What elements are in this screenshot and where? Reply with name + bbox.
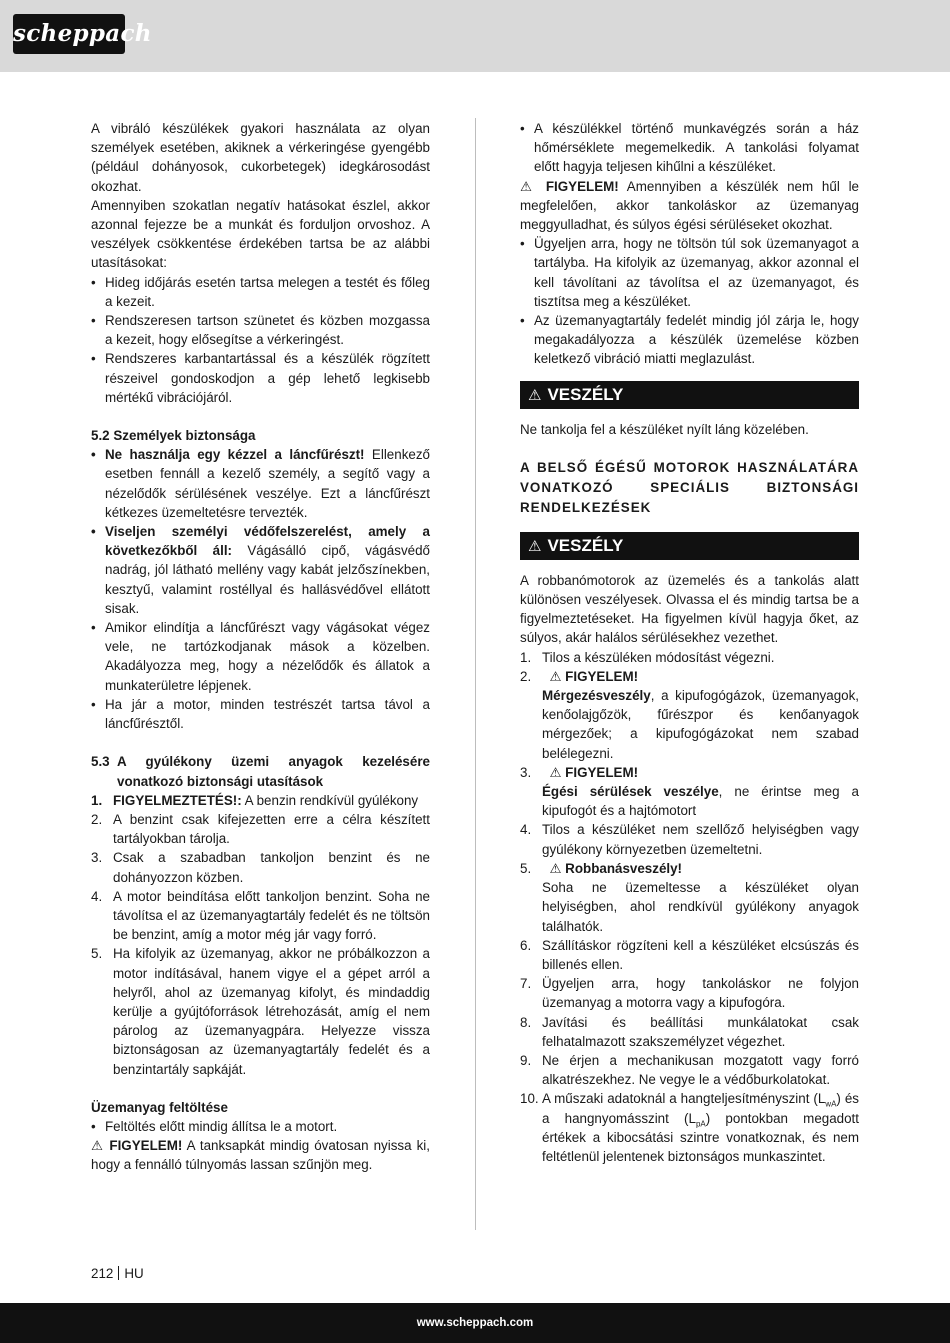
list-item: 8. Javítási és beállítási munkálatokat csak felhatalmazott szakszemélyzet végezhet. bbox=[520, 1014, 859, 1049]
list-item: 9. Ne érjen a mechanikusan mozgatott vagy forró alkatrészekhez. Ne vegye le a védőburkolatokat. bbox=[520, 1052, 859, 1088]
warning-triangle-icon: ⚠ bbox=[542, 860, 566, 876]
list-item: • Ügyeljen arra, hogy ne töltsön túl sok üzemanyagot a tartályba. Ha kifolyik az üzemanyag, akkor azonnal el kell távolítani az távolítsa el az üzemanyagot, és tisztítsa meg a készüléket. bbox=[520, 236, 859, 309]
website-link[interactable]: www.scheppach.com bbox=[416, 1317, 534, 1329]
special-safety-heading: A BELSŐ ÉGÉSŰ MOTOROK HASZNÁLATÁRA VONATKOZÓ SPECIÁLIS BIZTONSÁGI RENDELKEZÉSEK bbox=[520, 459, 859, 515]
list-item: 2. A benzint csak kifejezetten erre a célra készített tartályokban tárolja. bbox=[91, 811, 430, 847]
intro-paragraph-2: Amennyiben szokatlan negatív hatásokat észlel, akkor azonnal fejezze be a munkát és forduljon orvoshoz. A veszélyek csökkentése érdekében tartsa be az alábbi utasításokat: bbox=[91, 197, 430, 271]
right-column bbox=[520, 119, 859, 1166]
warning-triangle-icon: ⚠ bbox=[528, 537, 542, 555]
list-item: 6. Szállításkor rögzíteni kell a készüléket elcsúszás és billenés ellen. bbox=[520, 937, 859, 972]
list-item: • Rendszeresen tartson szünetet és közben mozgassa a kezeit, hogy elősegítse a vérkeringést. bbox=[91, 313, 430, 348]
list-item: • Viseljen személyi védőfelszerelést, amely a következőkből áll: Vágásálló cipő, vágásvédő nadrág, jól látható mellény vagy kabát jelzőszínekben, kesztyű, valamint rostéllyal és hallásvédővel ellátott sisak. bbox=[91, 524, 430, 616]
list-item: 1. Tilos a készüléken módosítást végezni. bbox=[520, 649, 775, 665]
list-item: 1. FIGYELMEZTETÉS!: A benzin rendkívül gyúlékony bbox=[91, 792, 419, 808]
header-band bbox=[0, 0, 950, 72]
list-item: • Rendszeres karbantartással és a készülék rögzített részeivel gondoskodjon a gép lehető legkisebb mértékű vibrációjáról. bbox=[91, 351, 430, 405]
list-item: 3. Csak a szabadban tankoljon benzint és ne dohányozzon közben. bbox=[91, 850, 430, 885]
list-item: • Ne használja egy kézzel a láncfűrészt! Ellenkező esetben fennáll a kezelő személy, a segítő vagy a nézelődők sérülésének veszélye. Ezt a láncfűrészt kétkezes üzemeltetésre tervezték. bbox=[91, 447, 430, 520]
list-item: • Amikor elindítja a láncfűrészt vagy vágásokat végez vele, ne tartózkodjanak mások a közelben. Akadályozza meg, hogy a nézelődők és állatok a munkaterületre lépjenek. bbox=[91, 620, 430, 693]
list-item: 5. ⚠ Robbanásveszély! Soha ne üzemeltesse a készüléket olyan helyiségben, ahol rendkívül gyúlékony anyagok találhatók. bbox=[520, 860, 859, 934]
fuel-warning: ⚠ FIGYELEM! A tanksapkát mindig óvatosan nyissa ki, hogy a fennálló túlnyomás lassan szűnjön meg. bbox=[91, 1138, 430, 1173]
intro-paragraph-1: A vibráló készülékek gyakori használata az olyan személyek esetében, akiknek a vérkeringése gyengébb (például dohányosok, cukorbetegek) idegkárosodást okozhat. bbox=[91, 121, 430, 194]
list-item: 5. Ha kifolyik az üzemanyag, akkor ne próbálkozzon a motor indításával, hanem vigye el a gépet arról a helyről, ahol az üzemanyag kifolyt, és mindaddig kerülje a gyújtóforrások létrehozását, amíg el nem párolog az üzemanyagpára. Helyezze vissza biztonságosan az üzemanyagtartály fedelét és a benzintartály sapkáját. bbox=[91, 946, 430, 1077]
danger-banner: ⚠ VESZÉLY bbox=[520, 532, 859, 560]
cooling-warning: ⚠ FIGYELEM! Amennyiben a készülék nem hűl le megfelelően, akkor tankoláskor az üzemanyag meggyulladhat, és súlyos égési sérüléseket okozhat. bbox=[520, 178, 859, 233]
warning-triangle-icon: ⚠ bbox=[520, 178, 546, 194]
scheppach-logo: scheppach bbox=[13, 14, 125, 54]
danger-text-1: Ne tankolja fel a készüléket nyílt láng közelében. bbox=[520, 421, 809, 437]
list-item: 4. A motor beindítása előtt tankoljon benzint. Soha ne távolítsa el az üzemanyagtartály fedelét és ne töltsön be benzint, amíg a motor még jár vagy forró. bbox=[91, 888, 430, 943]
warning-triangle-icon: ⚠ bbox=[528, 386, 542, 404]
list-item: • Ha jár a motor, minden testrészét tartsa távol a láncfűrésztől. bbox=[91, 696, 430, 732]
list-item: 7. Ügyeljen arra, hogy tankoláskor ne folyjon üzemanyag a motorra vagy a kipufogóra. bbox=[520, 976, 859, 1011]
list-item: • Az üzemanyagtartály fedelét mindig jól zárja le, hogy megakadályozza a készülék üzemelése közben keletkező vibráció miatti meglazulást. bbox=[520, 313, 859, 367]
left-column bbox=[91, 119, 430, 1175]
list-item: 2. ⚠ FIGYELEM! Mérgezésveszély, a kipufogógázok, üzemanyagok, kenőolajgőzök, fűrészpor és kenőanyagok mérgezőek; a kipufogógázokat nem szabad belélegezni. bbox=[520, 668, 859, 761]
fuel-section-title: Üzemanyag feltöltése bbox=[91, 1099, 228, 1115]
warning-triangle-icon: ⚠ bbox=[542, 764, 566, 780]
danger-text-2: A robbanómotorok az üzemelés és a tankolás alatt különösen veszélyesek. Olvassa el és mindig tartsa be a figyelmeztetéseket. Ha figyelmen kívül hagyja őket, az súlyos, akár halálos sérülésekhez vezethet. bbox=[520, 572, 859, 646]
danger-banner: ⚠ VESZÉLY bbox=[520, 381, 859, 409]
footer-band bbox=[0, 1303, 950, 1343]
list-item: • Hideg időjárás esetén tartsa melegen a testét és főleg a kezeit. bbox=[91, 274, 430, 309]
list-item: 4. Tilos a készüléket nem szellőző helyiségben vagy gyúlékony környezetben üzemeltetni. bbox=[520, 822, 859, 857]
list-item: 3. ⚠ FIGYELEM! Égési sérülések veszélye, ne érintse meg a kipufogót és a hajtómotort bbox=[520, 764, 860, 819]
section-5-2-title: 5.2 Személyek biztonsága bbox=[91, 428, 256, 444]
section-5-3-title: 5.3 A gyúlékony üzemi anyagok kezelésére vonatkozó biztonsági utasítások bbox=[91, 754, 430, 789]
list-item: • A készülékkel történő munkavégzés során a ház hőmérséklete megemelkedik. A tankolási folyamat előtt hagyja teljesen kihűlni a készüléket. bbox=[520, 121, 859, 175]
column-divider bbox=[475, 118, 476, 1230]
warning-triangle-icon: ⚠ bbox=[91, 1138, 110, 1154]
warning-triangle-icon: ⚠ bbox=[542, 668, 566, 684]
list-item: 10. A műszaki adatoknál a hangteljesítményszint $(L_{wA})$ és a hangnyomásszint $(L_{pA})$ pontokban megadott értékek a kibocsátási szintre vonatkoznak, és nem feltétlenül jelentenek biztonságos munkaszintet. bbox=[520, 1091, 859, 1164]
list-item: • Feltöltés előtt mindig állítsa le a motort. bbox=[91, 1118, 338, 1134]
page-number: 212 HU bbox=[91, 1266, 144, 1281]
